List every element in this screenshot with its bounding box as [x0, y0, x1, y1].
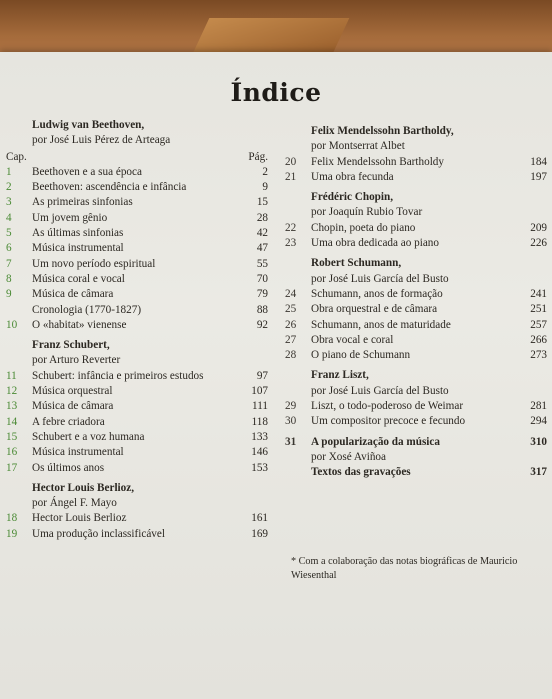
chapter-title: Obra orquestral e de câmara	[311, 303, 438, 316]
toc-entry	[285, 302, 547, 317]
chapter-title: Música coral e vocal	[32, 272, 125, 285]
page-number: 257	[530, 318, 547, 331]
page-number: 153	[251, 461, 268, 474]
chapter-title: Música orquestral	[32, 385, 113, 398]
page-number: 79	[256, 288, 268, 301]
toc-right-column	[285, 124, 547, 481]
toc-entry	[285, 450, 547, 465]
toc-entry	[285, 221, 547, 236]
page-number: 161	[251, 512, 268, 525]
chapter-title: Uma obra fecunda	[311, 170, 394, 183]
page-number: 118	[251, 415, 268, 428]
toc-entry	[6, 461, 268, 476]
toc-entry	[285, 170, 547, 185]
toc-entry	[6, 211, 268, 226]
page-number: 70	[256, 272, 268, 285]
author-byline: por Montserrat Albet	[311, 140, 405, 153]
chapter-title: O piano de Schumann	[311, 349, 411, 362]
chapter-title: Um compositor precoce e fecundo	[311, 415, 466, 428]
toc-entry	[285, 333, 547, 348]
page-number: 88	[256, 303, 268, 316]
page-number: 273	[530, 349, 547, 362]
chapter-title: Schumann, anos de formação	[311, 287, 443, 300]
toc-entry	[285, 465, 547, 480]
toc-entry	[6, 287, 268, 302]
chapter-number: 19	[6, 527, 18, 540]
page-number: 310	[530, 435, 547, 448]
chapter-title: Schubert: infância e primeiros estudos	[32, 369, 204, 382]
page-number: 42	[256, 227, 268, 240]
toc-entry	[285, 414, 547, 429]
chapter-title: Os últimos anos	[32, 461, 105, 474]
chapter-title: Uma obra dedicada ao piano	[311, 237, 439, 250]
page-number: 209	[530, 221, 547, 234]
chapter-number: 31	[285, 435, 297, 448]
chapter-title: Felix Mendelssohn Bartholdy	[311, 155, 444, 168]
author-byline: por Joaquín Rubio Tovar	[311, 206, 423, 219]
page-number: 169	[251, 527, 268, 540]
toc-entry	[6, 195, 268, 210]
toc-entry	[6, 165, 268, 180]
chapter-number: 11	[6, 369, 17, 382]
composer-name: Hector Louis Berlioz,	[32, 481, 135, 494]
page-number: 107	[251, 385, 268, 398]
chapter-number: 3	[6, 196, 12, 209]
chapter-number: 13	[6, 400, 18, 413]
chapter-title: Obra vocal e coral	[311, 333, 394, 346]
page-number: 146	[251, 446, 268, 459]
chapter-title: Textos das gravações	[311, 466, 411, 479]
chapter-number: 21	[285, 170, 297, 183]
toc-entry	[6, 527, 268, 542]
chapter-title: O «habitat» vienense	[32, 318, 127, 331]
chapter-number: 9	[6, 288, 12, 301]
chapter-number: 18	[6, 512, 18, 525]
page-number: 226	[530, 237, 547, 250]
page-number: 241	[530, 287, 547, 300]
toc-entry	[285, 155, 547, 170]
chapter-title: por Xosé Aviñoa	[311, 450, 386, 463]
chapter-number: 27	[285, 333, 297, 346]
chapter-number: 26	[285, 318, 297, 331]
chapter-number: 5	[6, 227, 12, 240]
chapter-number: 20	[285, 155, 297, 168]
toc-entry	[6, 445, 268, 460]
author-byline: por José Luis Pérez de Arteaga	[32, 134, 171, 147]
chapter-number: 2	[6, 181, 12, 194]
chapter-number: 22	[285, 221, 297, 234]
page-number: 197	[530, 170, 547, 183]
chapter-number: 6	[6, 242, 12, 255]
toc-entry	[6, 318, 268, 333]
chapter-number: 14	[6, 415, 18, 428]
chapter-title: Beethoven: ascendência e infância	[32, 181, 187, 194]
chapter-number: 8	[6, 272, 12, 285]
chapter-number: 15	[6, 430, 18, 443]
footnote: * Com a colaboração das notas biográficas de Mauricio Wiesenthal	[291, 556, 518, 581]
author-byline: por Ángel F. Mayo	[32, 497, 117, 510]
chapter-number: 28	[285, 349, 297, 362]
page-number: 9	[262, 181, 268, 194]
chapter-number: 16	[6, 446, 18, 459]
chapter-title: Beethoven e a sua época	[32, 165, 142, 178]
toc-left-column	[6, 118, 268, 542]
chapter-number: 4	[6, 211, 12, 224]
column-header	[6, 150, 268, 165]
author-byline: por José Luis García del Busto	[311, 272, 449, 285]
chapter-title: As últimas sinfonias	[32, 227, 124, 240]
page-header-label: Pág.	[248, 150, 268, 163]
author-byline: por José Luis García del Busto	[311, 384, 449, 397]
composer-name: Robert Schumann,	[311, 257, 402, 270]
toc-entry	[6, 430, 268, 445]
page-number: 111	[252, 400, 268, 413]
composer-name: Frédéric Chopin,	[311, 191, 394, 204]
toc-entry	[6, 384, 268, 399]
page-number: 251	[530, 303, 547, 316]
chapter-number: 7	[6, 257, 12, 270]
page-number: 15	[256, 196, 268, 209]
chapter-title: Uma produção inclassificável	[32, 527, 165, 540]
composer-name: Ludwig van Beethoven,	[32, 119, 145, 131]
wooden-table-background	[0, 0, 552, 60]
toc-entry	[6, 511, 268, 526]
toc-entry	[285, 348, 547, 363]
chapter-title: Música de câmara	[32, 400, 114, 413]
page-number: 266	[530, 333, 547, 346]
page-number: 317	[530, 466, 547, 479]
toc-entry	[285, 318, 547, 333]
author-byline: por Arturo Reverter	[32, 354, 121, 367]
chapter-title: Música instrumental	[32, 446, 124, 459]
chapter-title: Música instrumental	[32, 242, 124, 255]
chapter-number: 10	[6, 318, 18, 331]
chapter-title: Hector Louis Berlioz	[32, 512, 127, 525]
composer-name: Franz Schubert,	[32, 339, 110, 352]
toc-entry	[6, 180, 268, 195]
toc-entry	[285, 236, 547, 251]
page-number: 28	[256, 211, 268, 224]
page-number: 184	[530, 155, 547, 168]
toc-entry	[6, 303, 268, 318]
chapter-number: 24	[285, 287, 297, 300]
toc-entry	[6, 272, 268, 287]
chapter-number: 1	[6, 165, 12, 178]
chapter-number: 25	[285, 303, 297, 316]
chapter-title: Liszt, o todo-poderoso de Weimar	[311, 400, 464, 413]
chapter-title: As primeiras sinfonias	[32, 196, 133, 209]
page-number: 47	[256, 242, 268, 255]
chapter-number: 29	[285, 400, 297, 413]
page-number: 2	[262, 165, 268, 178]
chapter-header-label: Cap.	[6, 150, 27, 163]
chapter-title: Chopin, poeta do piano	[311, 221, 416, 234]
chapter-title: Schubert e a voz humana	[32, 430, 145, 443]
toc-entry	[6, 226, 268, 241]
page-number: 294	[530, 415, 547, 428]
composer-name: Franz Liszt,	[311, 369, 369, 382]
toc-entry	[285, 399, 547, 414]
toc-entry	[6, 241, 268, 256]
chapter-title: A popularização da música	[311, 435, 440, 448]
page-number: 133	[251, 430, 268, 443]
chapter-title: Schumann, anos de maturidade	[311, 318, 451, 331]
page-number: 281	[530, 400, 547, 413]
chapter-title: Um jovem gênio	[32, 211, 108, 224]
chapter-number: 17	[6, 461, 18, 474]
page-title: Índice	[230, 78, 322, 107]
toc-entry	[285, 287, 547, 302]
chapter-number: 12	[6, 385, 18, 398]
composer-name: Felix Mendelssohn Bartholdy,	[311, 125, 454, 137]
toc-entry	[6, 257, 268, 272]
page-number: 55	[256, 257, 268, 270]
chapter-number: 23	[285, 237, 297, 250]
chapter-title: Cronologia (1770-1827)	[32, 303, 142, 316]
page-number: 92	[256, 318, 268, 331]
toc-entry	[285, 435, 547, 450]
chapter-number: 30	[285, 415, 297, 428]
toc-entry	[6, 369, 268, 384]
toc-entry	[6, 415, 268, 430]
chapter-title: A febre criadora	[32, 415, 105, 428]
chapter-title: Música de câmara	[32, 288, 114, 301]
page-number: 97	[256, 369, 268, 382]
toc-entry	[6, 399, 268, 414]
chapter-title: Um novo período espiritual	[32, 257, 156, 270]
